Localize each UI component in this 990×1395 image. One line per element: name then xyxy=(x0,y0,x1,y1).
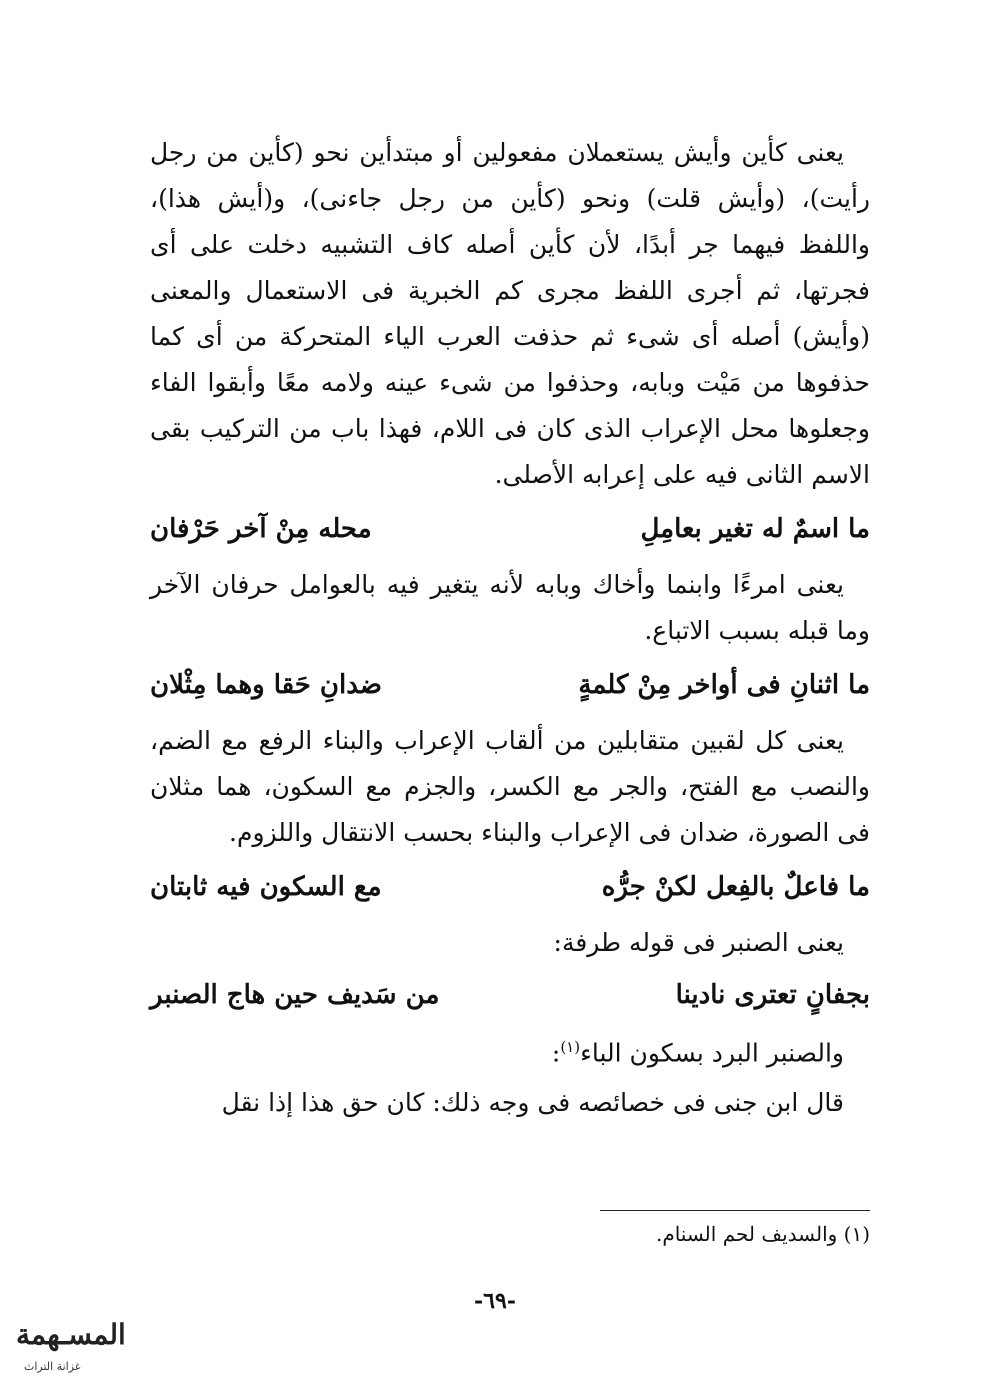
paragraph-5-end: : xyxy=(551,1038,561,1068)
paragraph-1: يعنى كأين وأيش يستعملان مفعولين أو مبتدأين نحو (كأين من رجل رأيت)، (وأيش قلت) ونحو (كأين من رجل جاءنى)، و(أيش هذا)، واللفظ فيهما جر أبدًا، لأن كأين أصله كاف التشبيه دخلت على أى فجرتها، ثم أجرى اللفظ مجرى كم الخبرية فى الاستعمال والمعنى (وأيش) أصله أى شىء ثم حذفت العرب الياء المتحركة من أى كما حذفوها من مَيْت وبابه، وحذفوا من شىء عينه ولامه معًا وأبقوا الفاء وجعلوها محل الإعراب الذى كان فى اللام، فهذا باب من التركيب بقى الاسم الثانى فيه على إعرابه الأصلى. xyxy=(150,138,870,489)
verse-4-second-hemistich: من سَديف حين هاج الصنبر xyxy=(150,980,440,1010)
verse-4 xyxy=(150,972,870,1018)
paragraph-6: قال ابن جنى فى خصائصه فى وجه ذلك: كان حق هذا إذا نقل xyxy=(221,1088,844,1118)
verse-1-second-hemistich: محله مِنْ آخر حَرْفان xyxy=(150,514,372,544)
library-stamp-subtext: غزانة التراث xyxy=(24,1360,81,1373)
paragraph-3: يعنى كل لقبين متقابلين من ألقاب الإعراب والبناء الرفع مع الضم، والنصب مع الفتح، والجر مع الكسر، والجزم مع السكون، هما مثلان فى الصورة، ضدان فى الإعراب والبناء بحسب الانتقال واللزوم. xyxy=(150,726,870,847)
footnote: (١) والسديف لحم السنام. xyxy=(655,1222,870,1246)
paragraph-2: يعنى امرءًا وابنما وأخاك وبابه لأنه يتغير فيه بالعوامل حرفان الآخر وما قبله بسبب الاتباع. xyxy=(150,570,870,645)
paragraph-5 xyxy=(150,1024,870,1076)
page-number: -٦٩- xyxy=(474,1288,516,1314)
verse-2-first-hemistich: ما اثنانِ فى أواخر مِنْ كلمةٍ xyxy=(578,670,870,700)
paragraph-4: يعنى الصنبر فى قوله طرفة: xyxy=(553,928,844,957)
verse-3-first-hemistich: ما فاعلٌ بالفِعل لكنْ جرُّه xyxy=(601,872,870,902)
page-body xyxy=(150,130,870,1126)
library-stamp-text: المسـهمة xyxy=(16,1318,126,1351)
verse-1-first-hemistich: ما اسمٌ له تغير بعامِلِ xyxy=(640,514,870,544)
footnote-divider xyxy=(600,1210,870,1211)
paragraph-5-text: والصنبر البرد بسكون الباء xyxy=(580,1038,844,1068)
footnote-marker: (١) xyxy=(560,1038,581,1056)
verse-4-first-hemistich: بجفانٍ تعترى نادينا xyxy=(675,980,870,1010)
verse-3-second-hemistich: مع السكون فيه ثابتان xyxy=(150,872,382,902)
verse-2 xyxy=(150,662,870,708)
verse-3 xyxy=(150,864,870,910)
verse-2-second-hemistich: ضدانِ حَقا وهما مِثْلان xyxy=(150,670,382,700)
verse-1 xyxy=(150,506,870,552)
